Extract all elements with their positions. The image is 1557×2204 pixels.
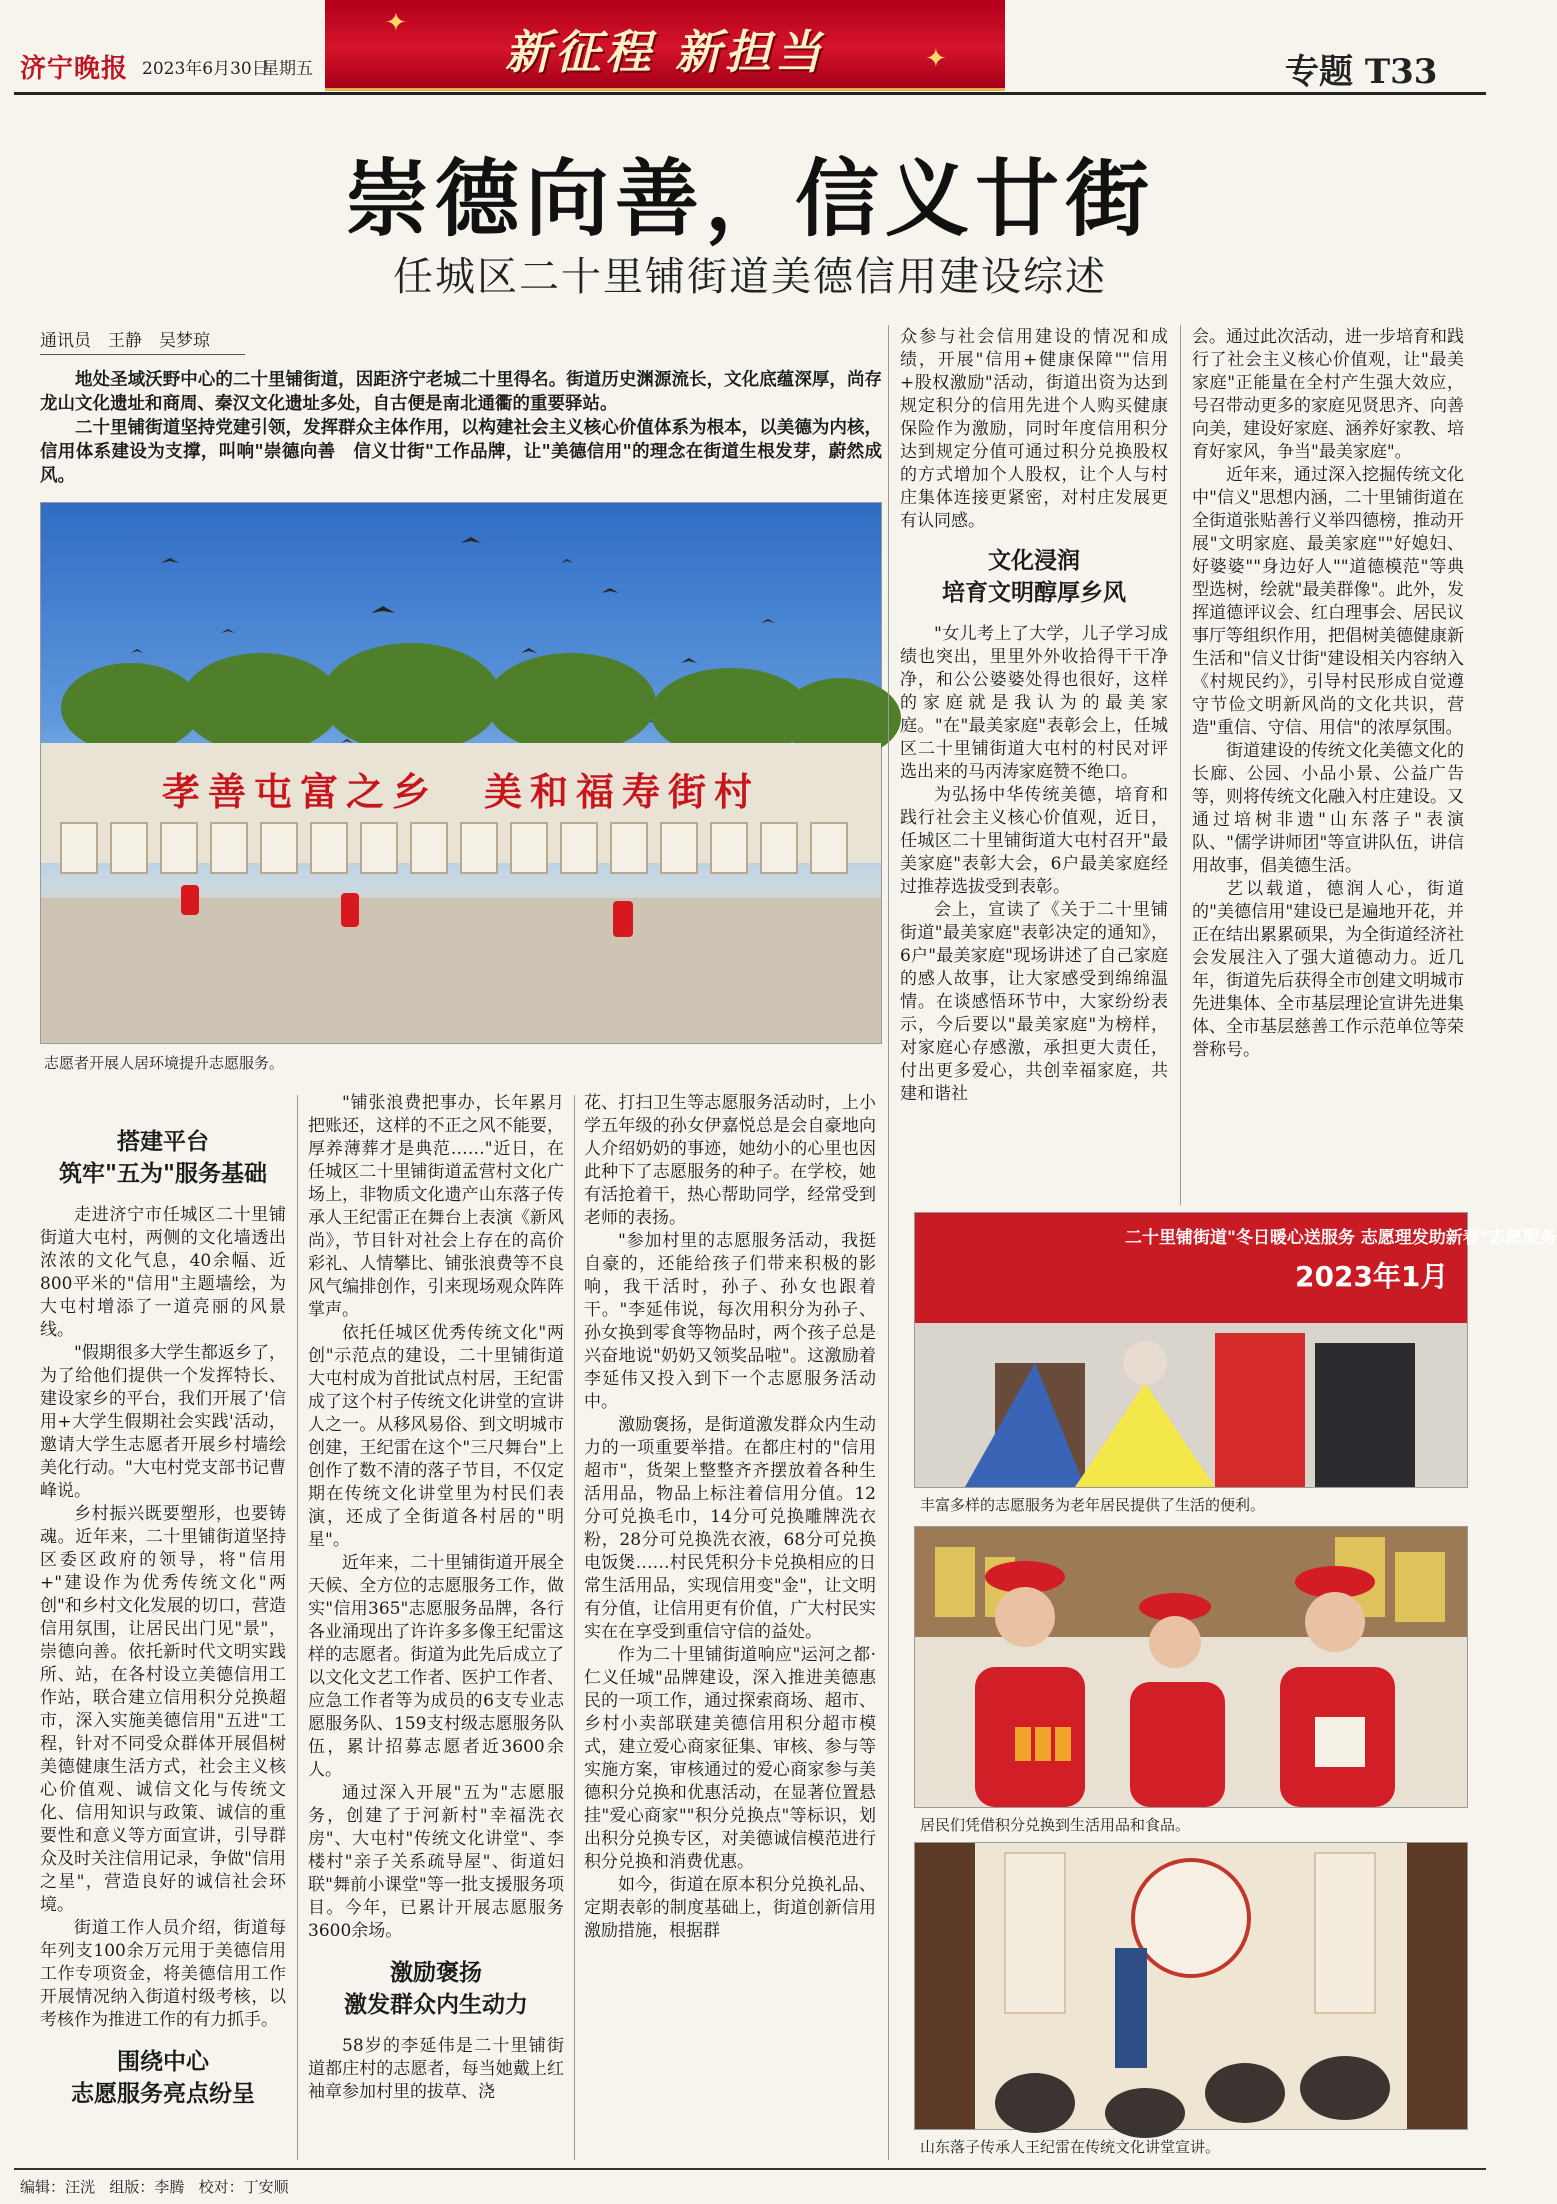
footer-rule [14, 2168, 1486, 2170]
paper-name: 济宁晚报 [20, 54, 129, 84]
photo-banner-text: 二十里铺街道"冬日暖心送服务 志愿理发助新春"志愿服务 [1125, 1228, 1557, 1248]
column-rule [574, 1095, 575, 2160]
lecture-caption: 山东落子传承人王纪雷在传统文化讲堂宣讲。 [920, 2138, 1221, 2156]
subheadline: 任城区二十里铺街道美德信用建设综述 [393, 254, 1107, 300]
masthead-rule [14, 92, 1486, 95]
column-3 [584, 1092, 876, 2160]
main-photo [40, 502, 882, 1044]
body-paragraph: 为弘扬中华传统美德，培育和践行社会主义核心价值观，近日，任城区二十里铺街道大屯村召开"最美家庭"表彰大会，6户最美家庭经过推荐选拔受到表彰。 [900, 785, 1168, 897]
body-paragraph: 依托任城区优秀传统文化"两创"示范点的建设，二十里铺街道大屯村成为首批试点村居，王纪雷成了这个村子传统文化讲堂的宣讲人之一。从移风易俗、到文明城市创建，王纪雷在这个"三尺舞台"上创作了数不清的落子节目，不仅定期在传统文化讲堂里为村民们表演，还成了全街道各村居的"明星"。 [308, 1323, 564, 1550]
body-paragraph: 近年来，通过深入挖掘传统文化中"信义"思想内涵，二十里铺街道在全街道张贴善行义举四德榜，推动开展"文明家庭、最美家庭""好媳妇、好婆婆""身边好人""道德模范"等典型选树，绘就"最美群像"。此外，发挥道德评议会、红白理事会、居民议事厅等组织作用，把倡树美德健康新生活和"信义廿街"建设相关内容纳入《村规民约》，引导村民形成自觉遵守节俭文明新风尚的文化共识，营造"重信、守信、用信"的浓厚氛围。 [1192, 465, 1464, 738]
lead-paragraph: 二十里铺街道坚持党建引领，发挥群众主体作用，以构建社会主义核心价值体系为根本，以美德为内核，信用体系建设为支撑，叫响"崇德向善 信义廿街"工作品牌，让"美德信用"的理念在街道生根发芽，蔚然成风。 [40, 418, 882, 486]
body-paragraph: 近年来，二十里铺街道开展全天候、全方位的志愿服务工作，做实"信用365"志愿服务品牌，各行各业涌现出了许许多多像王纪雷这样的志愿者。街道为此先后成立了以文化文艺工作者、医护工作者、应急工作者等为成员的6支专业志愿服务队、159支村级志愿服务队伍，累计招募志愿者近3600余人。 [308, 1553, 564, 1780]
column-rule [297, 1095, 298, 2160]
proof-credit: 校对：丁安顺 [198, 2178, 289, 2196]
body-paragraph: 如今，街道在原本积分兑换礼品、定期表彰的制度基础上，街道创新信用激励措施，根据群 [584, 1875, 876, 1941]
body-paragraph: "假期很多大学生都返乡了，为了给他们提供一个发挥特长、建设家乡的平台，我们开展了'信用+大学生假期社会实践'活动，邀请大学生志愿者开展乡村墙绘美化行动。"大屯村党支部书记曹峰说。 [40, 1343, 286, 1501]
store-photo [914, 1526, 1468, 1808]
section-heading: 搭建平台 筑牢"五为"服务基础 [59, 1128, 267, 1187]
star-icon: ✦ [385, 8, 407, 38]
photo-wall-sign: 孝善屯富之乡 美和福寿街村 [161, 769, 760, 814]
body-paragraph: 激励褒扬，是街道激发群众内生动力的一项重要举措。在都庄村的"信用超市"，货架上整整齐齐摆放着各种生活用品，物品上标注着信用分值。12分可兑换毛巾，14分可兑换雕牌洗衣粉，28分可兑换洗衣液，68分可兑换电饭煲……村民凭积分卡兑换相应的日常生活用品，实现信用变"金"，让文明有分值，让信用更有价值，广大村民实实在在享受到重信守信的益处。 [584, 1415, 876, 1642]
section-heading: 围绕中心 志愿服务亮点纷呈 [71, 2048, 255, 2107]
body-paragraph: 街道建设的传统文化美德文化的长廊、公园、小品小景、公益广告等，则将传统文化融入村庄建设。又通过培树非遗"山东落子"表演队、"儒学讲师团"等宣讲队伍，讲信用故事，倡美德生活。 [1192, 741, 1464, 876]
lecture-photo [914, 1842, 1468, 2130]
body-paragraph: "铺张浪费把事办，长年累月把账还，这样的不正之风不能要，厚养薄葬才是典范……"近日，在任城区二十里铺街道孟营村文化广场上，非物质文化遗产山东落子传承人王纪雷正在舞台上表演《新风尚》，节目针对社会上存在的高价彩礼、人情攀比、铺张浪费等不良风气编排创作，引来现场观众阵阵掌声。 [308, 1093, 564, 1320]
main-photo-caption: 志愿者开展人居环境提升志愿服务。 [44, 1054, 285, 1072]
body-paragraph: 通过深入开展"五为"志愿服务，创建了于河新村"幸福洗衣房"、大屯村"传统文化讲堂"、李楼村"亲子关系疏导屋"、街道妇联"舞前小课堂"等一批支援服务项目。今年，已累计开展志愿服务3600余场。 [308, 1783, 564, 1941]
star-icon: ✦ [925, 44, 947, 74]
column-5 [1192, 326, 1464, 1201]
issue-weekday: 星期五 [262, 59, 313, 79]
body-paragraph: 作为二十里铺街道响应"运河之都·仁义任城"品牌建设，深入推进美德惠民的一项工作，通过探索商场、超市、乡村小卖部联建美德信用积分超市模式，建立爱心商家征集、审核、参与等实施方案，审核通过的爱心商家参与美德积分兑换和优惠活动，在显著位置悬挂"爱心商家""积分兑换点"等标识，划出积分兑换专区，对美德诚信模范进行积分兑换和消费优惠。 [584, 1645, 876, 1872]
layout-credit: 组版：李腾 [109, 2178, 185, 2196]
column-4 [900, 326, 1168, 1201]
byline: 通讯员 王静 吴梦琼 [40, 326, 245, 355]
body-paragraph: "女儿考上了大学，儿子学习成绩也突出，里里外外收拾得干干净净，和公公婆婆处得也很好，这样的家庭就是我认为的最美家庭。"在"最美家庭"表彰会上，任城区二十里铺街道大屯村的村民对评选出来的马丙涛家庭赞不绝口。 [900, 624, 1168, 782]
store-caption: 居民们凭借积分兑换到生活用品和食品。 [920, 1816, 1191, 1834]
section-heading: 文化浸润 培育文明醇厚乡风 [942, 547, 1126, 606]
body-paragraph: 会。通过此次活动，进一步培育和践行了社会主义核心价值观，让"最美家庭"正能量在全村产生强大效应，号召带动更多的家庭见贤思齐、向善向美，建设好家庭、涵养好家教、培育好家风，争当"最美家庭"。 [1192, 327, 1464, 462]
column-rule [1180, 325, 1181, 1205]
column-2 [308, 1092, 564, 2160]
editor-credit: 编辑：汪洸 [20, 2178, 96, 2196]
headline: 崇德向善，信义廿街 [344, 149, 1155, 248]
footer-credits [20, 2176, 289, 2197]
banner-slogan: 新征程 新担当 [504, 25, 825, 79]
body-paragraph: 会上，宣读了《关于二十里铺街道"最美家庭"表彰决定的通知》，6户"最美家庭"现场讲述了自己家庭的感人故事，让大家感受到绵绵温情。在谈感悟环节中，大家纷纷表示，今后要以"最美家庭"为榜样，对家庭心存感激，承担更大责任，付出更多爱心，共创幸福家庭，共建和谐社 [900, 900, 1168, 1104]
body-paragraph: 艺以载道，德润人心，街道的"美德信用"建设已是遍地开花，并正在结出累累硕果，为全街道经济社会发展注入了强大道德动力。近几年，街道先后获得全市创建文明城市先进集体、全市基层理论宣讲先进集体、全市基层慈善工作示范单位等荣誉称号。 [1192, 879, 1464, 1060]
body-paragraph: 众参与社会信用建设的情况和成绩，开展"信用+健康保障""信用+股权激励"活动，街道出资为达到规定积分的信用先进个人购买健康保险作为激励，同时年度信用积分达到规定分值可通过积分兑换股权的方式增加个人股权，让个人与村庄集体连接更紧密，对村庄发展更有认同感。 [900, 327, 1168, 531]
section-label: 专题 T33 [1285, 52, 1438, 92]
body-paragraph: 乡村振兴既要塑形，也要铸魂。近年来，二十里铺街道坚持区委区政府的领导，将"信用+"建设作为优秀传统文化"两创"和乡村文化发展的切口，营造信用氛围，让居民出门见"景"，崇德向善。依托新时代文明实践所、站，在各村设立美德信用工作站，联合建立信用积分兑换超市，深入实施美德信用"五进"工程，针对不同受众群体开展倡树美德健康生活方式，社会主义核心价值观、诚信文化与传统文化、信用知识与政策、诚信的重要性和意义等方面宣讲，引导群众及时关注信用记录，争做"信用之星"，营造良好的诚信社会环境。 [40, 1504, 286, 1915]
lead-paragraph: 地处圣域沃野中心的二十里铺街道，因距济宁老城二十里得名。街道历史渊源流长，文化底蕴深厚，尚存龙山文化遗址和商周、秦汉文化遗址多处，自古便是南北通衢的重要驿站。 [40, 370, 882, 414]
body-paragraph: 街道工作人员介绍，街道每年列支100余万元用于美德信用工作专项资金，将美德信用工作开展情况纳入街道村级考核，以考核作为推进工作的有力抓手。 [40, 1918, 286, 2030]
body-paragraph: 走进济宁市任城区二十里铺街道大屯村，两侧的文化墙透出浓浓的文化气息，40余幅、近800平米的"信用"主题墙绘，为大屯村增添了一道亮丽的风景线。 [40, 1205, 286, 1340]
haircut-photo [914, 1212, 1557, 1488]
column-rule [888, 325, 889, 2160]
column-1 [40, 1120, 286, 2160]
section-heading: 激励褒扬 激发群众内生动力 [344, 1959, 528, 2018]
photo-banner-date: 2023年1月 [1295, 1260, 1449, 1293]
haircut-caption: 丰富多样的志愿服务为老年居民提供了生活的便利。 [920, 1496, 1266, 1514]
body-paragraph: 58岁的李延伟是二十里铺街道都庄村的志愿者，每当她戴上红袖章参加村里的拔草、浇 [308, 2036, 564, 2102]
body-paragraph: "参加村里的志愿服务活动，我挺自豪的，还能给孩子们带来积极的影响，我干活时，孙子、孙女也跟着干。"李延伟说，每次用积分为孙子、孙女换到零食等物品时，两个孩子总是兴奋地说"奶奶又领奖品啦"。这激励着李延伟又投入到下一个志愿服务活动中。 [584, 1231, 876, 1412]
body-paragraph: 花、打扫卫生等志愿服务活动时，上小学五年级的孙女伊嘉悦总是会自豪地向人介绍奶奶的事迹，她幼小的心里也因此种下了志愿服务的种子。在学校，她有活抢着干，热心帮助同学，经常受到老师的表扬。 [584, 1093, 876, 1228]
top-banner [325, 0, 1005, 91]
issue-date: 2023年6月30日 [142, 59, 269, 79]
